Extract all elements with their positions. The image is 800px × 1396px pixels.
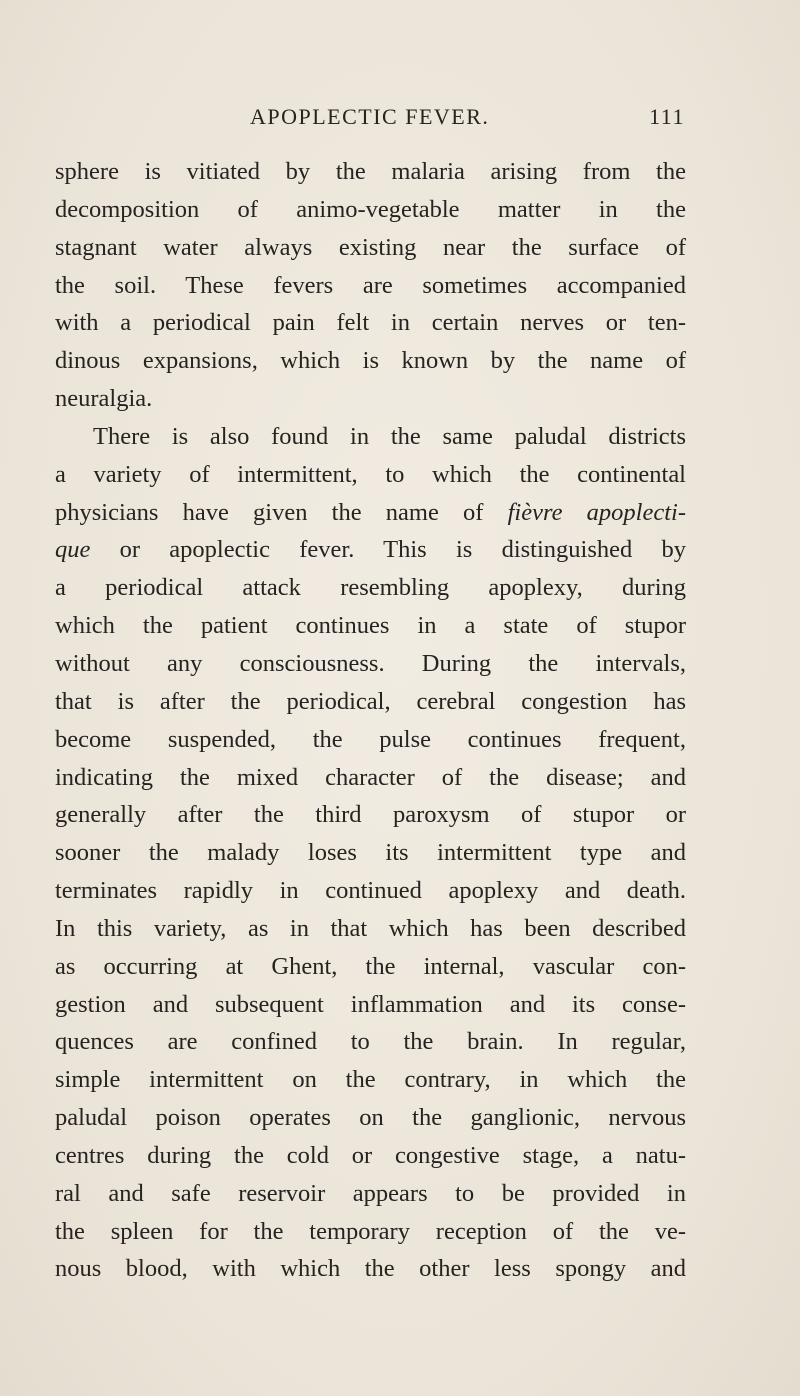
- text-line: without any consciousness. During the intervals,: [55, 649, 686, 677]
- text-line: that is after the periodical, cerebral congestion has: [55, 687, 686, 715]
- text-line: the soil. These fevers are sometimes accompanied: [55, 271, 686, 299]
- text-line: terminates rapidly in continued apoplexy and death.: [55, 877, 686, 905]
- text-line: indicating the mixed character of the disease; and: [55, 763, 686, 791]
- text-line: sphere is vitiated by the malaria arising from the: [55, 158, 686, 185]
- text-line: decomposition of animo-vegetable matter in the: [55, 195, 686, 223]
- running-title: APOPLECTIC FEVER.: [250, 104, 490, 129]
- running-head: [250, 104, 685, 134]
- text-line: neuralgia.: [55, 385, 153, 413]
- italic-term: fièvre apoplecti-: [507, 498, 686, 526]
- text-line: as occurring at Ghent, the internal, vascular con-: [55, 952, 686, 980]
- text-line: quences are confined to the brain. In regular,: [55, 1028, 686, 1056]
- text-line: become suspended, the pulse continues frequent,: [55, 725, 686, 753]
- text-line: stagnant water always existing near the surface of: [55, 233, 686, 261]
- italic-term: que: [55, 536, 91, 564]
- text-run: or apoplectic fever. This is distinguished by: [90, 536, 686, 564]
- text-line: simple intermittent on the contrary, in which the: [55, 1066, 686, 1094]
- text-line: the spleen for the temporary reception of the ve-: [55, 1217, 686, 1245]
- text-line: a periodical attack resembling apoplexy, during: [55, 574, 686, 602]
- text-line: a variety of intermittent, to which the continental: [55, 460, 686, 488]
- text-line: paludal poison operates on the ganglionic, nervous: [55, 1104, 686, 1132]
- text-line: [55, 494, 686, 532]
- text-line: which the patient continues in a state of stupor: [55, 612, 686, 640]
- text-line: centres during the cold or congestive stage, a natu-: [55, 1141, 686, 1169]
- text-line: with a periodical pain felt in certain nerves or ten-: [55, 309, 686, 337]
- text-line: [55, 531, 686, 569]
- text-line: In this variety, as in that which has been described: [55, 914, 686, 942]
- text-run: physicians have given the name of: [55, 498, 484, 526]
- text-line: ral and safe reservoir appears to be provided in: [55, 1179, 686, 1207]
- text-line: dinous expansions, which is known by the name of: [55, 347, 686, 375]
- text-line: nous blood, with which the other less spongy and: [55, 1255, 686, 1283]
- text-line: sooner the malady loses its intermittent type and: [55, 839, 686, 867]
- page-number: 111: [649, 104, 685, 129]
- paragraph-first-line: There is also found in the same paludal districts: [93, 422, 686, 450]
- body-text: [55, 153, 686, 1288]
- text-line: gestion and subsequent inflammation and its conse-: [55, 990, 686, 1018]
- text-line: generally after the third paroxysm of stupor or: [55, 801, 686, 829]
